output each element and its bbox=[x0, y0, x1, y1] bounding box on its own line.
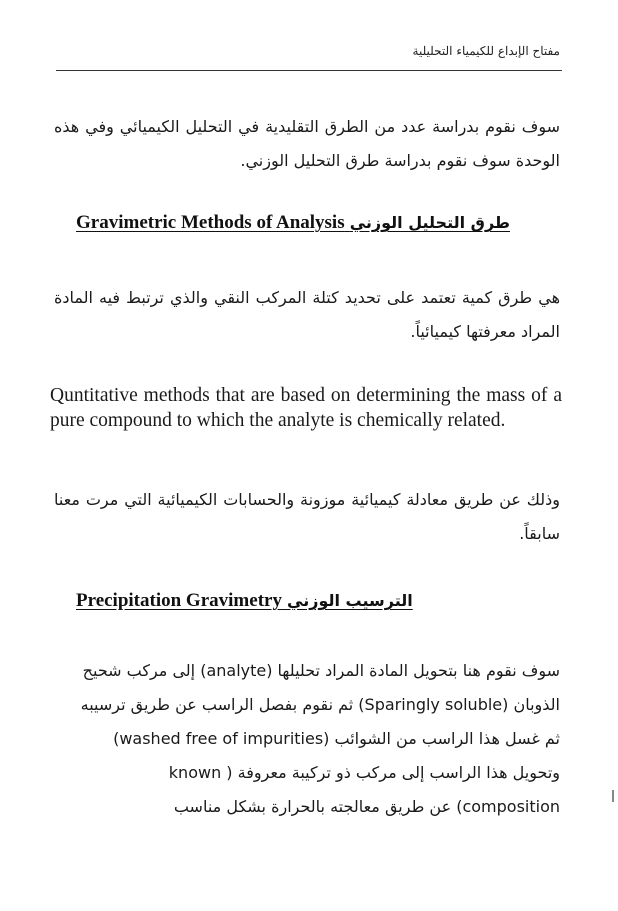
section-heading-precipitation bbox=[76, 590, 562, 612]
section-heading-gravimetric-en: Gravimetric Methods of Analysis bbox=[76, 212, 345, 233]
header-rule bbox=[56, 70, 562, 71]
precipitation-line-4: وتحويل هذا الراسب إلى مركب ذو تركيبة معروفة ( known bbox=[168, 763, 560, 782]
section-heading-precipitation-ar: الترسيب الوزني bbox=[287, 591, 413, 610]
section-heading-gravimetric-ar: طرق التحليل الوزني bbox=[349, 213, 510, 232]
precipitation-line-5: composition) عن طريق معالجته بالحرارة بشكل مناسب bbox=[173, 797, 560, 816]
running-header: مفتاح الإبداع للكيمياء التحليلية bbox=[412, 44, 560, 58]
page-edge-mark bbox=[612, 790, 614, 802]
intro-paragraph: سوف نقوم بدراسة عدد من الطرق التقليدية في التحليل الكيميائي وفي هذه الوحدة سوف نقوم بدراسة طرق التحليل الوزني. bbox=[54, 117, 560, 170]
section-heading-precipitation-en: Precipitation Gravimetry bbox=[76, 590, 282, 611]
stoichiometry-paragraph: وذلك عن طريق معادلة كيميائية موزونة والحسابات الكيميائية التي مرت معنا سابقاً. bbox=[54, 490, 560, 543]
precipitation-line-1: سوف نقوم هنا بتحويل المادة المراد تحليلها (analyte) إلى مركب شحيح bbox=[82, 661, 560, 680]
section-heading-gravimetric bbox=[76, 212, 562, 234]
precipitation-line-3: ثم غسل هذا الراسب من الشوائب (washed free of impurities) bbox=[113, 729, 560, 748]
definition-english: Quntitative methods that are based on determining the mass of a pure compound to which the analyte is chemically related. bbox=[50, 385, 562, 431]
precipitation-line-2: الذوبان (Sparingly soluble) ثم نقوم بفصل الراسب عن طريق ترسيبه bbox=[80, 695, 560, 714]
definition-arabic: هي طرق كمية تعتمد على تحديد كتلة المركب النقي والذي ترتبط فيه المادة المراد معرفتها كيميائياً. bbox=[54, 288, 560, 341]
